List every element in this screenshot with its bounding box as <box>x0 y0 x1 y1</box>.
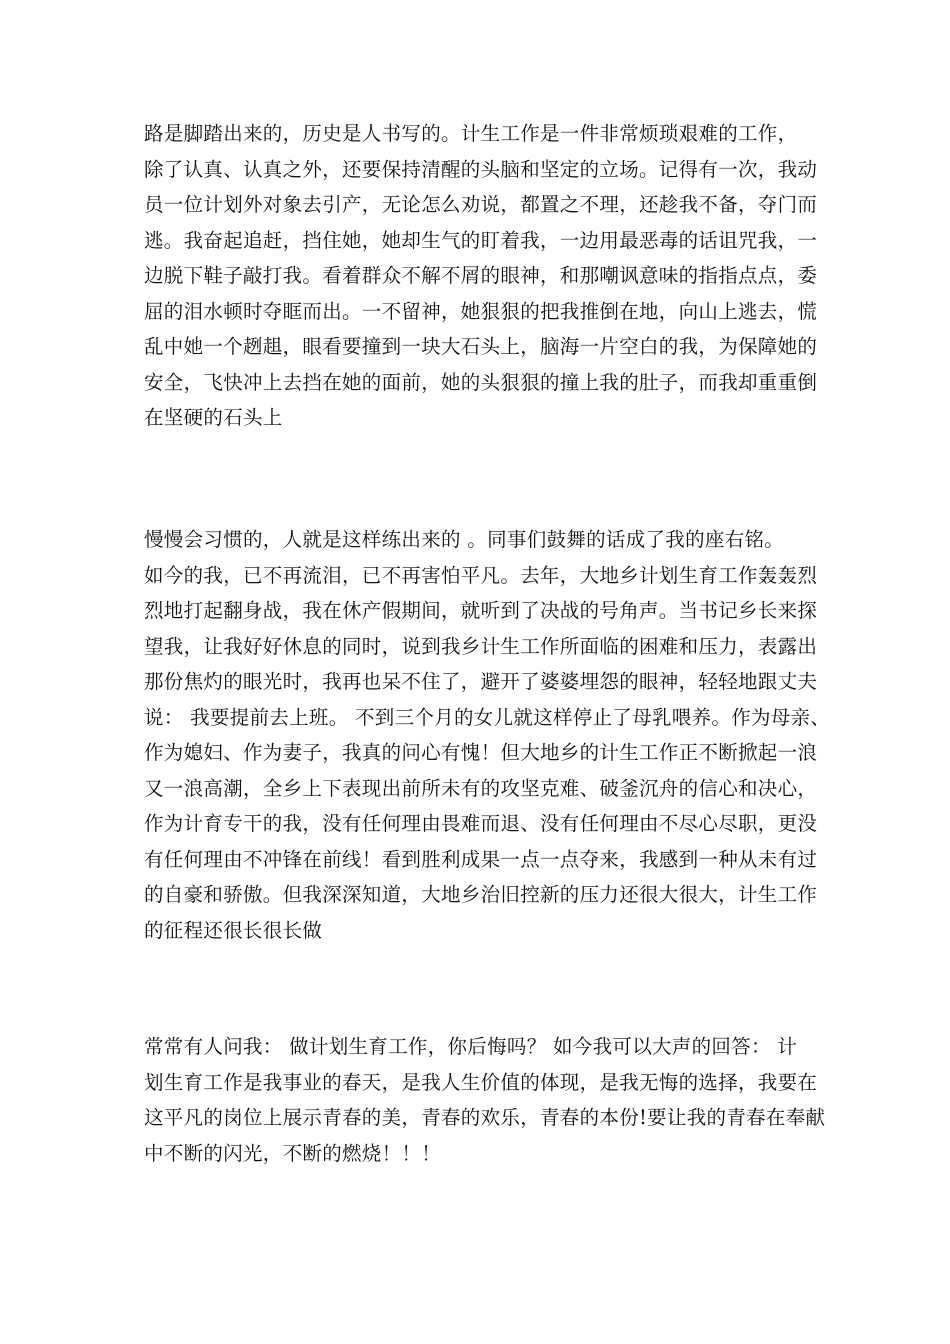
text-line: 作为计育专干的我，没有任何理由畏难而退、没有任何理由不尽心尽职，更没 <box>144 812 818 835</box>
text-line: 安全，飞快冲上去挡在她的面前，她的头狠狠的撞上我的肚子，而我却重重倒 <box>144 370 818 394</box>
text-line: 如今的我，已不再流泪，已不再害怕平凡。去年，大地乡计划生育工作轰轰烈 <box>144 563 818 587</box>
text-line: 边脱下鞋子敲打我。看着群众不解不屑的眼神，和那嘲讽意味的指指点点，委 <box>144 264 818 287</box>
text-line: 望我，让我好好休息的同时，说到我乡计生工作所面临的困难和压力，表露出 <box>144 634 818 658</box>
text-line: 划生育工作是我事业的春天，是我人生价值的体现，是我无悔的选择，我要在 <box>144 1070 818 1094</box>
text-line: 在坚硬的石头上 <box>144 406 283 429</box>
text-line: 有任何理由不冲锋在前线！看到胜利成果一点一点夺来，我感到一种从未有过 <box>144 847 818 871</box>
text-line: 烈地打起翻身战，我在休产假期间，就听到了决战的号角声。当书记乡长来探 <box>144 599 818 622</box>
text-line: 的自豪和骄傲。但我深深知道，大地乡治旧控新的压力还很大很大，计生工作 <box>144 883 818 906</box>
text-line: 路是脚踏出来的，历史是人书写的。计生工作是一件非常烦琐艰难的工作， <box>144 122 798 145</box>
text-line: 员一位计划外对象去引产，无论怎么劝说，都置之不理，还趁我不备，夺门而 <box>144 193 818 216</box>
paragraph-2 <box>144 522 831 948</box>
text-line: 中不断的闪光，不断的燃烧！！！ <box>144 1141 442 1165</box>
text-line: 那份焦灼的眼光时，我再也呆不住了，避开了婆婆埋怨的眼神，轻轻地跟丈夫 <box>144 670 818 693</box>
text-line: 又一浪高潮，全乡上下表现出前所未有的攻坚克难、破釜沉舟的信心和决心， <box>144 776 818 800</box>
paragraph-1 <box>144 116 818 436</box>
paragraph-3 <box>144 1029 826 1171</box>
text-line: 逃。我奋起追赶，挡住她，她却生气的盯着我，一边用最恶毒的话诅咒我，一 <box>144 228 818 252</box>
text-line: 慢慢会习惯的，人就是这样练出来的 。同事们鼓舞的话成了我的座右铭。 <box>144 528 785 551</box>
text-line: 作为媳妇、作为妻子，我真的问心有愧！但大地乡的计生工作正不断掀起一浪 <box>144 741 818 764</box>
text-line: 屈的泪水顿时夺眶而出。一不留神，她狠狠的把我推倒在地，向山上逃去，慌 <box>144 299 818 323</box>
text-line: 说： 我要提前去上班。 不到三个月的女儿就这样停止了母乳喂养。作为母亲、 <box>144 705 831 729</box>
text-line: 乱中她一个趔趄，眼看要撞到一块大石头上，脑海一片空白的我，为保障她的 <box>144 335 818 358</box>
text-line: 的征程还很长很长做 <box>144 918 323 942</box>
text-line: 除了认真、认真之外，还要保持清醒的头脑和坚定的立场。记得有一次，我动 <box>144 157 818 181</box>
text-line: 常常有人问我： 做计划生育工作，你后悔吗？ 如今我可以大声的回答： 计 <box>144 1035 798 1058</box>
text-line: 这平凡的岗位上展示青春的美，青春的欢乐，青春的本份!要让我的青春在奉献 <box>144 1106 826 1129</box>
